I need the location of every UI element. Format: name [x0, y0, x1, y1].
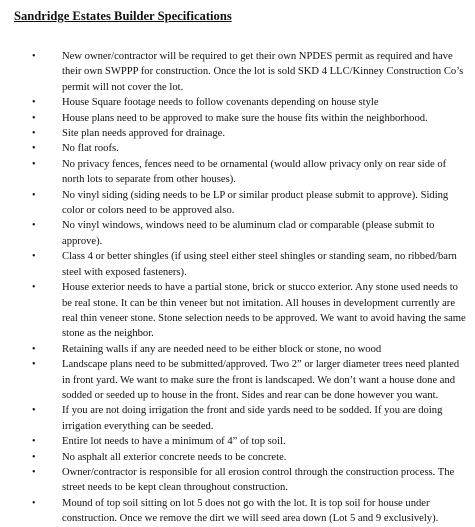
specification-item	[14, 434, 467, 449]
specification-text: House exterior needs to have a partial stone, brick or stucco exterior. Any stone used needs to be real stone. It can be thin veneer but not imitation. All houses in development currently are real thin veneer stone. Stone selection needs to be approved. We want to avoid having the same stone as the neighbor.	[62, 282, 466, 340]
specification-item	[14, 126, 467, 141]
bullet-icon: •	[32, 436, 36, 448]
specification-text: Landscape plans need to be submitted/approved. Two 2” or larger diameter trees need planted in front yard. We want to make sure the front is landscaped. We don’t want a house done and sodded or seeded up to house in the front. Sides and rear can be done however you want.	[62, 359, 460, 401]
specification-text: No vinyl siding (siding needs to be LP or similar product please submit to approve). Siding color or colors need to be approved also.	[62, 189, 449, 217]
bullet-icon: •	[32, 451, 36, 463]
specification-text: Class 4 or better shingles (if using steel either steel shingles or standing seam, no ribbed/barn steel with exposed fasteners).	[62, 251, 457, 278]
specification-item	[14, 95, 467, 110]
bullet-icon: •	[32, 112, 36, 124]
bullet-icon: •	[32, 51, 36, 62]
bullet-icon: •	[32, 359, 36, 371]
specification-item	[14, 49, 467, 95]
bullet-icon: •	[32, 343, 36, 355]
specification-item	[14, 357, 467, 403]
document-title: Sandridge Estates Builder Specifications	[14, 9, 232, 23]
specification-text: Entire lot needs to have a minimum of 4” of top soil.	[62, 436, 286, 448]
specification-text: Retaining walls if any are needed need to be either block or stone, no wood	[62, 343, 382, 355]
specification-item	[14, 280, 467, 342]
specification-text: New owner/contractor will be required to get their own NPDES permit as required and have their own SWPPP for construction. Once the lot is sold SKD 4 LLC/Kinney Construction Co’s permit will not cover the lot.	[62, 51, 464, 93]
bullet-icon: •	[32, 158, 36, 170]
specification-item	[14, 342, 467, 357]
bullet-icon: •	[32, 143, 36, 155]
specification-item	[14, 157, 467, 188]
specification-list	[14, 49, 467, 527]
specification-text: House Square footage needs to follow covenants depending on house style	[62, 97, 379, 109]
bullet-icon: •	[32, 189, 36, 201]
specification-item	[14, 465, 467, 496]
bullet-icon: •	[32, 128, 36, 140]
specification-text: No vinyl windows, windows need to be aluminum clad or comparable (please submit to approve).	[62, 220, 435, 247]
bullet-icon: •	[32, 466, 36, 478]
specification-item	[14, 111, 467, 126]
specification-text: No privacy fences, fences need to be ornamental (would allow privacy only on rear side of north lots to separate from other houses).	[62, 158, 447, 186]
specification-text: No flat roofs.	[62, 143, 119, 155]
bullet-icon: •	[32, 282, 36, 294]
specification-item	[14, 218, 467, 249]
specification-text: Mound of top soil sitting on lot 5 does not go with the lot. It is top soil for house under construction. Once we remove the dirt we will seed area down (Lot 5 and 9 exclusively).	[62, 497, 439, 525]
bullet-icon: •	[32, 251, 36, 263]
specification-item	[14, 403, 467, 434]
specification-text: Owner/contractor is responsible for all erosion control through the construction process. The street needs to be kept clean throughout construction.	[62, 466, 455, 494]
specification-item	[14, 141, 467, 156]
specification-item	[14, 249, 467, 280]
bullet-icon: •	[32, 97, 36, 109]
specification-text: House plans need to be approved to make sure the house fits within the neighborhood.	[62, 112, 428, 124]
specification-text: If you are not doing irrigation the front and side yards need to be sodded. If you are doing irrigation everything can be seeded.	[62, 405, 443, 432]
specification-item	[14, 188, 467, 219]
bullet-icon: •	[32, 497, 36, 509]
specification-item	[14, 450, 467, 465]
specification-text: No asphalt all exterior concrete needs to be concrete.	[62, 451, 287, 463]
bullet-icon: •	[32, 405, 36, 417]
bullet-icon: •	[32, 220, 36, 232]
specification-item	[14, 496, 467, 527]
specification-text: Site plan needs approved for drainage.	[62, 128, 225, 140]
